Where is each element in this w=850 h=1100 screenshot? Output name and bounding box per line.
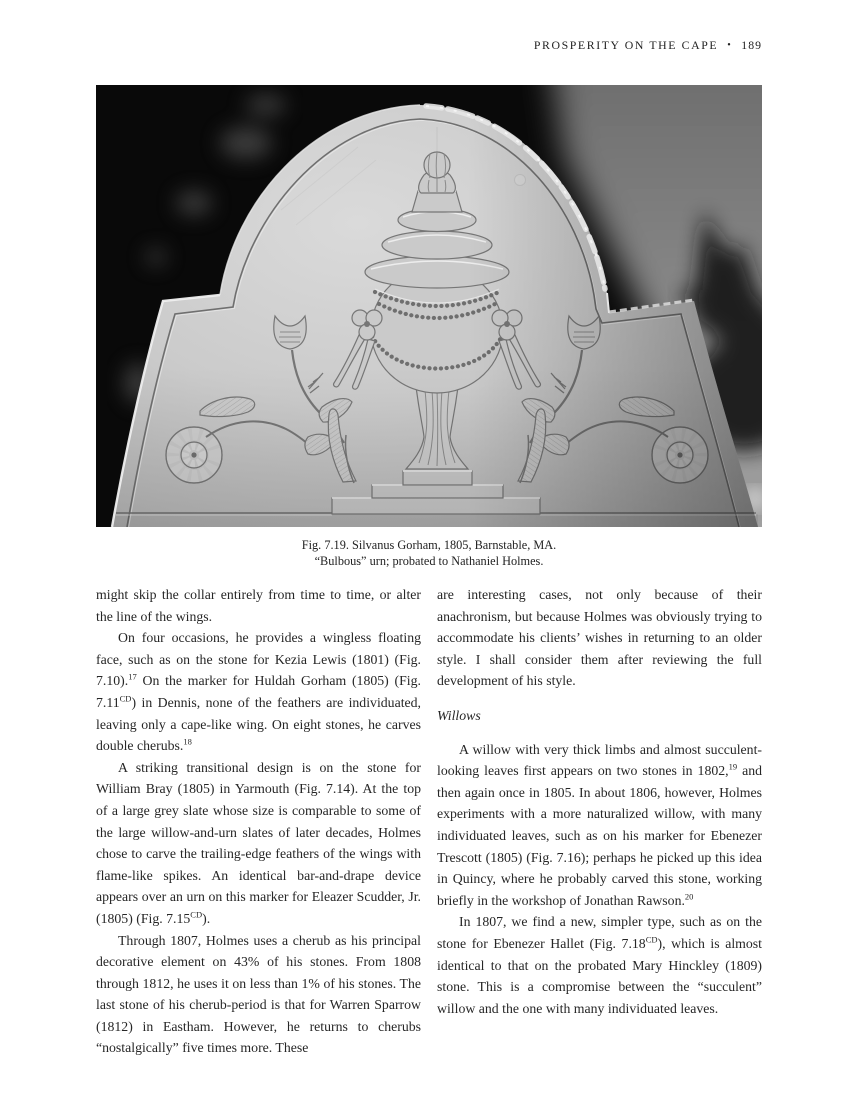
page-number: 189: [741, 38, 762, 52]
text-column-left: [96, 584, 421, 1059]
body-paragraph: [96, 627, 421, 757]
text-run: might skip the collar entirely from time to time, or alter the line of the wings.: [96, 587, 421, 624]
text-run: In 1807, we find a new, simpler type, such as on the stone for Ebenezer Hallet (Fig. 7.18: [437, 914, 762, 951]
body-paragraph: [96, 930, 421, 1060]
text-run: A willow with very thick limbs and almost succulent-looking leaves first appears on two stones in 1802,: [437, 741, 762, 779]
text-column-right: [437, 584, 762, 1019]
superscript-reference: CD: [190, 909, 203, 920]
superscript-reference: 20: [684, 891, 694, 902]
body-paragraph: [437, 739, 762, 912]
body-paragraph: [96, 757, 421, 930]
body-paragraph: [437, 584, 762, 692]
text-run: ), which is almost identical to that on the probated Mary Hinckley (1809) stone. This is a compromise between the “succulent” willow and the one with many individuated leaves.: [437, 935, 762, 1016]
superscript-reference: CD: [119, 693, 132, 704]
text-run: ) in Dennis, none of the feathers are individuated, leaving only a cape-like wing. On eight stones, he carves double cherubs.: [96, 694, 421, 754]
text-run: are interesting cases, not only because of their anachronism, but because Holmes was obviously trying to accommodate his clients’ wishes in returning to an older style. I shall consider them after reviewing the full development of his style.: [437, 587, 762, 689]
text-run: Willows: [437, 707, 481, 723]
text-run: A striking transitional design is on the stone for William Bray (1805) in Yarmouth (Fig. 7.14). At the top of a large grey slate whose size is comparable to some of the large willow-and-urn slates of later decades, Holmes chose to carve the trailing-edge feathers of the wings with flame-like spikes. An identical bar-and-drape device appears over an urn on this marker for Eleazer Scudder, Jr. (1805) (Fig. 7.15: [96, 759, 421, 926]
superscript-reference: 17: [128, 671, 137, 682]
superscript-reference: 19: [728, 761, 738, 772]
figure-caption-line1: Fig. 7.19. Silvanus Gorham, 1805, Barnstable, MA.: [301, 538, 557, 552]
superscript-reference: 18: [183, 736, 192, 747]
section-heading: [437, 705, 762, 727]
figure-caption-line2: “Bulbous” urn; probated to Nathaniel Holmes.: [314, 554, 544, 568]
running-head-title: PROSPERITY ON THE CAPE: [533, 38, 719, 52]
gravestone-photograph: [96, 85, 762, 527]
superscript-reference: CD: [645, 934, 658, 945]
text-run: On the marker for Huldah Gorham (1805) (Fig. 7.11: [96, 673, 421, 710]
running-head: [534, 38, 762, 53]
body-paragraph: [96, 584, 421, 627]
text-run: ).: [202, 910, 211, 926]
body-paragraph: [437, 911, 762, 1019]
text-run: On four occasions, he provides a wingless floating face, such as on the stone for Kezia Lewis (1801) (Fig. 7.10).: [96, 630, 421, 689]
running-head-bullet: •: [727, 40, 733, 51]
text-run: and then again once in 1805. In about 1806, however, Holmes experiments with a more naturalized willow, with many individuated leaves, such as on his marker for Ebenezer Trescott (1805) (Fig. 7.16); perhaps he picked up this idea in Quincy, where he probably carved this stone, working briefly in the workshop of Jonathan Rawson.: [437, 763, 762, 908]
text-run: Through 1807, Holmes uses a cherub as his principal decorative element on 43% of his stones. From 1808 through 1812, he uses it on less than 1% of his stones. The last stone of his cherub-period is that for Warren Sparrow (1812) in Eastham. However, he returns to cherubs “nostalgically” five times more. These: [96, 932, 421, 1056]
figure-caption: [96, 537, 762, 569]
